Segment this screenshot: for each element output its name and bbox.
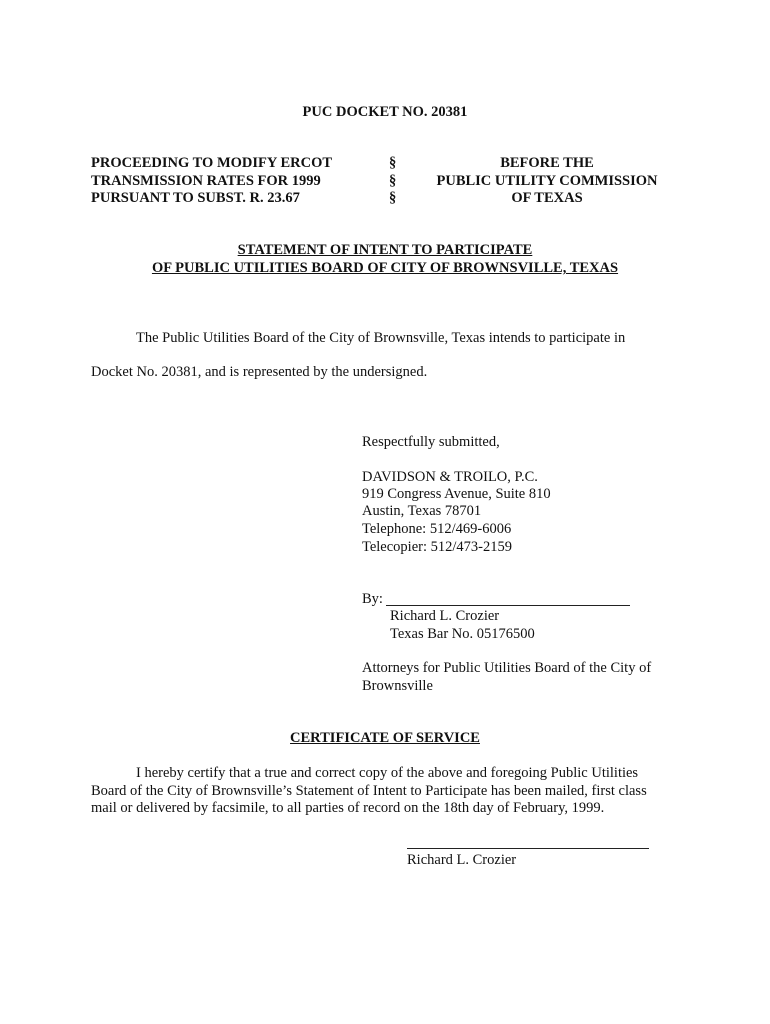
- caption-left-line: PURSUANT TO SUBST. R. 23.67: [91, 190, 300, 206]
- closing: Respectfully submitted,: [362, 434, 500, 450]
- certificate-signer-name: Richard L. Crozier: [407, 852, 517, 868]
- by-label: By:: [362, 591, 383, 607]
- statement-title-line: STATEMENT OF INTENT TO PARTICIPATE: [237, 242, 533, 258]
- certificate-line: Board of the City of Brownsville’s Statement of Intent to Participate has been mailed, first class: [91, 783, 647, 799]
- bar-number: Texas Bar No. 05176500: [390, 626, 535, 642]
- signature-line: [386, 605, 630, 606]
- attorneys-for-line: Brownsville: [362, 678, 433, 694]
- section-mark: §: [389, 173, 397, 189]
- caption-right-line: BEFORE THE: [500, 155, 594, 171]
- certificate-line: mail or delivered by facsimile, to all parties of record on the 18th day of February, 1999.: [91, 800, 605, 816]
- section-mark: §: [389, 190, 397, 206]
- firm-address-line: Austin, Texas 78701: [362, 503, 482, 519]
- caption-right-line: OF TEXAS: [511, 190, 583, 206]
- attorneys-for-line: Attorneys for Public Utilities Board of the City of: [362, 660, 652, 676]
- section-mark: §: [389, 155, 397, 171]
- firm-address-line: 919 Congress Avenue, Suite 810: [362, 486, 551, 502]
- caption-left-line: PROCEEDING TO MODIFY ERCOT: [91, 155, 333, 171]
- caption-left-line: TRANSMISSION RATES FOR 1999: [91, 173, 321, 189]
- firm-telephone: Telephone: 512/469-6006: [362, 521, 512, 537]
- certificate-signature-line: [407, 848, 649, 849]
- docket-title: PUC DOCKET NO. 20381: [302, 104, 468, 120]
- certificate-line: I hereby certify that a true and correct copy of the above and foregoing Public Utilities: [136, 765, 639, 781]
- caption-right-line: PUBLIC UTILITY COMMISSION: [436, 173, 658, 189]
- firm-telecopier: Telecopier: 512/473-2159: [362, 539, 512, 555]
- body-line: The Public Utilities Board of the City of Brownsville, Texas intends to participate in: [136, 330, 626, 346]
- firm-name: DAVIDSON & TROILO, P.C.: [362, 469, 538, 485]
- statement-title-line: OF PUBLIC UTILITIES BOARD OF CITY OF BROWNSVILLE, TEXAS: [151, 260, 619, 276]
- signer-name: Richard L. Crozier: [390, 608, 500, 624]
- body-line: Docket No. 20381, and is represented by the undersigned.: [91, 364, 428, 380]
- certificate-title: CERTIFICATE OF SERVICE: [290, 730, 480, 746]
